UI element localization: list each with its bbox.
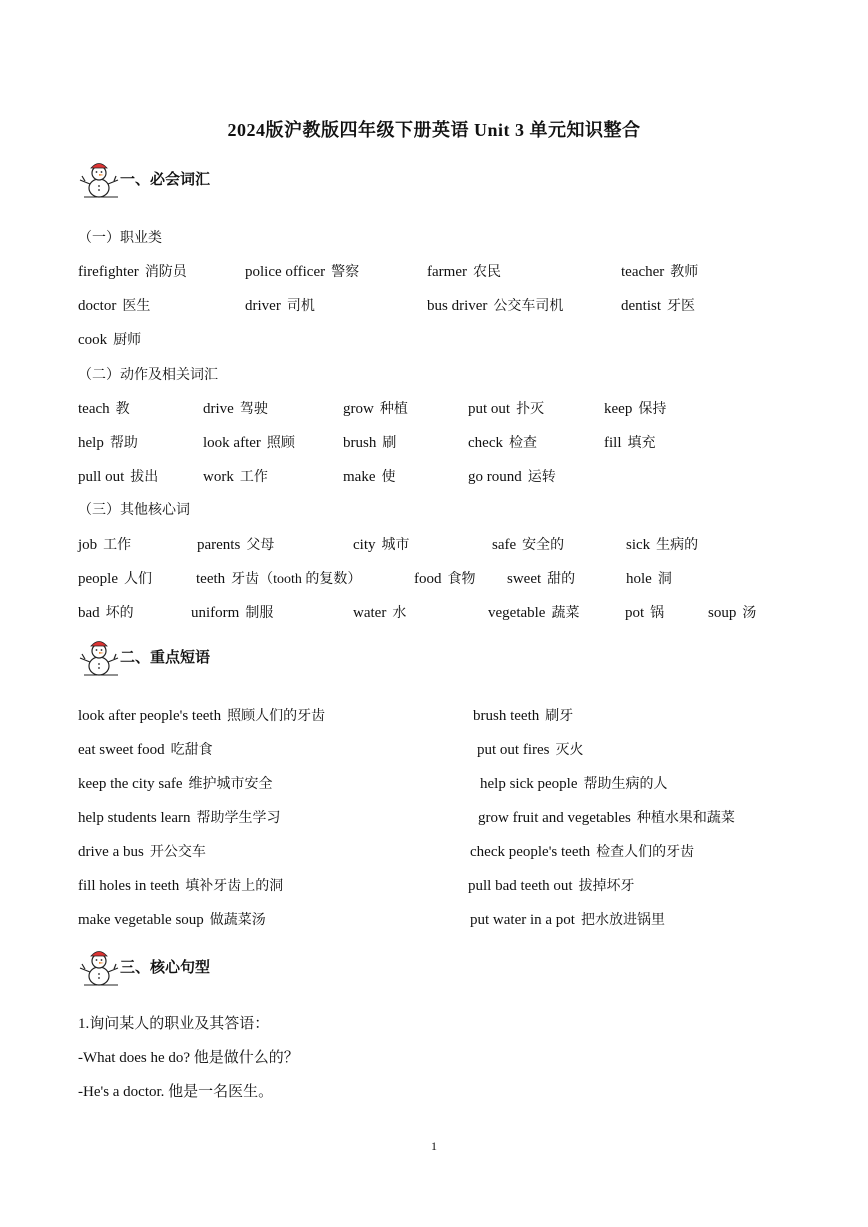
english-term: put water in a pot bbox=[470, 912, 575, 928]
english-term: police officer bbox=[245, 264, 326, 280]
chinese-meaning: 把水放进锅里 bbox=[580, 913, 665, 928]
vocab-row bbox=[0, 329, 868, 351]
vocab-row bbox=[0, 568, 868, 590]
chinese-meaning: 厨师 bbox=[113, 333, 142, 348]
chinese-meaning: 灭火 bbox=[555, 743, 584, 758]
document-title: 2024版沪教版四年级下册英语 Unit 3 单元知识整合 bbox=[227, 120, 641, 140]
chinese-meaning: 照顾 bbox=[266, 436, 295, 451]
phrase-item bbox=[78, 739, 213, 759]
english-term: vegetable bbox=[488, 605, 546, 621]
chinese-meaning: 工作 bbox=[239, 470, 268, 485]
chinese-meaning: 检查 bbox=[508, 436, 537, 451]
vocab-item bbox=[196, 568, 361, 588]
chinese-meaning: 种植水果和蔬菜 bbox=[636, 811, 735, 826]
english-term: pull bad teeth out bbox=[468, 878, 573, 894]
vocab-item bbox=[414, 568, 476, 588]
chinese-meaning: 扑灭 bbox=[516, 402, 545, 417]
chinese-meaning: 教 bbox=[115, 402, 130, 417]
english-term: look after bbox=[203, 435, 261, 451]
chinese-meaning: 安全的 bbox=[522, 538, 565, 553]
phrase-row bbox=[0, 909, 868, 931]
chinese-meaning: 汤 bbox=[742, 606, 757, 621]
chinese-meaning: 照顾人们的牙齿 bbox=[227, 709, 326, 724]
vocab-item bbox=[621, 261, 698, 281]
vocab-item bbox=[343, 398, 408, 418]
chinese-meaning: 锅 bbox=[650, 606, 665, 621]
vocab-item bbox=[78, 534, 131, 554]
english-term: check people's teeth bbox=[470, 844, 591, 860]
vocab-item bbox=[78, 398, 130, 418]
vocab-item bbox=[78, 432, 138, 452]
english-term: bus driver bbox=[427, 298, 488, 314]
vocab-item bbox=[78, 295, 150, 315]
chinese-meaning: 驾驶 bbox=[239, 402, 268, 417]
english-term: brush teeth bbox=[473, 708, 540, 724]
section-title: 一、必会词汇 bbox=[120, 172, 211, 188]
vocab-item bbox=[621, 295, 695, 315]
vocab-item bbox=[468, 432, 537, 452]
chinese-meaning: 填补牙齿上的洞 bbox=[185, 879, 284, 894]
vocab-item bbox=[468, 466, 556, 486]
english-term: grow fruit and vegetables bbox=[478, 810, 631, 826]
vocab-item bbox=[492, 534, 564, 554]
subsection-title-others: （三）其他核心词 bbox=[78, 503, 190, 518]
vocab-item bbox=[197, 534, 274, 554]
chinese-meaning: 生病的 bbox=[656, 538, 699, 553]
vocab-item bbox=[488, 602, 579, 622]
vocab-item bbox=[427, 295, 563, 315]
english-term: drive bbox=[203, 401, 234, 417]
english-term: teacher bbox=[621, 264, 665, 280]
phrase-item bbox=[78, 773, 273, 793]
english-term: city bbox=[353, 537, 376, 553]
english-term: job bbox=[78, 537, 98, 553]
chinese-meaning: 吃甜食 bbox=[170, 743, 213, 758]
phrase-item bbox=[477, 739, 584, 759]
phrase-item bbox=[478, 807, 735, 827]
english-term: water bbox=[353, 605, 387, 621]
english-term: go round bbox=[468, 469, 522, 485]
phrase-item bbox=[78, 705, 325, 725]
english-term: people bbox=[78, 571, 118, 587]
chinese-meaning: 消防员 bbox=[144, 265, 187, 280]
english-term: pull out bbox=[78, 469, 125, 485]
vocab-item bbox=[468, 398, 544, 418]
vocab-item bbox=[343, 466, 395, 486]
chinese-meaning: 帮助 bbox=[109, 436, 138, 451]
vocab-item bbox=[78, 261, 187, 281]
english-term: keep bbox=[604, 401, 633, 417]
chinese-meaning: 父母 bbox=[246, 538, 275, 553]
vocab-item bbox=[78, 602, 134, 622]
english-term: put out bbox=[468, 401, 511, 417]
phrase-row bbox=[0, 841, 868, 863]
phrase-item bbox=[78, 807, 280, 827]
vocab-item bbox=[626, 534, 698, 554]
vocab-row bbox=[0, 295, 868, 317]
chinese-meaning: 拔掉坏牙 bbox=[578, 879, 635, 894]
english-term: fill holes in teeth bbox=[78, 878, 180, 894]
chinese-meaning: 甜的 bbox=[547, 572, 576, 587]
sentence-heading: 1.询问某人的职业及其答语： bbox=[78, 1016, 270, 1032]
phrase-row bbox=[0, 875, 868, 897]
subsection-title-jobs: （一）职业类 bbox=[78, 231, 162, 246]
vocab-item bbox=[78, 568, 152, 588]
vocab-row bbox=[0, 261, 868, 283]
english-term: sick bbox=[626, 537, 651, 553]
chinese-meaning: 开公交车 bbox=[149, 845, 206, 860]
section-heading-phrases bbox=[78, 638, 478, 678]
english-term: dentist bbox=[621, 298, 661, 314]
english-term: pot bbox=[625, 605, 645, 621]
english-term: hole bbox=[626, 571, 652, 587]
chinese-meaning: 警察 bbox=[331, 265, 360, 280]
vocab-row bbox=[0, 432, 868, 454]
english-term: check bbox=[468, 435, 503, 451]
section-title: 三、核心句型 bbox=[120, 960, 211, 976]
chinese-meaning: 洞 bbox=[657, 572, 672, 587]
english-term: work bbox=[203, 469, 234, 485]
english-term: brush bbox=[343, 435, 377, 451]
phrase-item bbox=[470, 841, 694, 861]
vocab-item bbox=[507, 568, 575, 588]
vocab-row bbox=[0, 398, 868, 420]
chinese-meaning: 维护城市安全 bbox=[188, 777, 273, 792]
chinese-meaning: 使 bbox=[381, 470, 396, 485]
english-term: farmer bbox=[427, 264, 467, 280]
vocab-item bbox=[626, 568, 672, 588]
chinese-meaning: 农民 bbox=[472, 265, 501, 280]
english-term: cook bbox=[78, 332, 108, 348]
vocab-item bbox=[604, 432, 656, 452]
phrase-item bbox=[78, 841, 206, 861]
chinese-meaning: 刷 bbox=[382, 436, 397, 451]
section-heading-sentences bbox=[78, 948, 478, 988]
english-term: bad bbox=[78, 605, 100, 621]
section-title: 二、重点短语 bbox=[120, 650, 211, 666]
english-term: grow bbox=[343, 401, 374, 417]
chinese-meaning: 蔬菜 bbox=[551, 606, 580, 621]
vocab-item bbox=[203, 432, 295, 452]
chinese-meaning: 填充 bbox=[627, 436, 656, 451]
english-term: help sick people bbox=[480, 776, 578, 792]
chinese-meaning: 刷牙 bbox=[545, 709, 574, 724]
english-term: eat sweet food bbox=[78, 742, 165, 758]
english-term: drive a bus bbox=[78, 844, 144, 860]
phrase-item bbox=[480, 773, 667, 793]
chinese-meaning: 教师 bbox=[670, 265, 699, 280]
chinese-meaning: 医生 bbox=[122, 299, 151, 314]
chinese-meaning: 保持 bbox=[638, 402, 667, 417]
english-term: teeth bbox=[196, 571, 226, 587]
chinese-meaning: 牙齿（tooth 的复数） bbox=[231, 572, 362, 587]
chinese-meaning: 拔出 bbox=[130, 470, 159, 485]
english-term: put out fires bbox=[477, 742, 550, 758]
chinese-meaning: 帮助学生学习 bbox=[196, 811, 281, 826]
vocab-row bbox=[0, 602, 868, 624]
chinese-meaning: 制服 bbox=[245, 606, 274, 621]
vocab-item bbox=[604, 398, 666, 418]
page-number: 1 bbox=[431, 1139, 437, 1153]
vocab-item bbox=[78, 329, 141, 349]
chinese-meaning: 帮助生病的人 bbox=[583, 777, 668, 792]
phrase-item bbox=[78, 875, 283, 895]
vocab-item bbox=[78, 466, 158, 486]
phrase-item bbox=[470, 909, 665, 929]
phrase-item bbox=[78, 909, 266, 929]
english-term: keep the city safe bbox=[78, 776, 183, 792]
english-term: parents bbox=[197, 537, 241, 553]
english-term: look after people's teeth bbox=[78, 708, 222, 724]
chinese-meaning: 工作 bbox=[103, 538, 132, 553]
vocab-item bbox=[191, 602, 273, 622]
vocab-item bbox=[353, 534, 410, 554]
english-term: doctor bbox=[78, 298, 117, 314]
phrase-item bbox=[468, 875, 635, 895]
subsection-title-actions: （二）动作及相关词汇 bbox=[78, 368, 218, 383]
sentence-question: -What does he do? 他是做什么的？ bbox=[78, 1050, 299, 1066]
vocab-item bbox=[245, 261, 359, 281]
chinese-meaning: 检查人们的牙齿 bbox=[596, 845, 695, 860]
english-term: food bbox=[414, 571, 442, 587]
snowman-icon bbox=[78, 160, 122, 200]
chinese-meaning: 食物 bbox=[447, 572, 476, 587]
english-term: make vegetable soup bbox=[78, 912, 204, 928]
vocab-item bbox=[708, 602, 756, 622]
english-term: help students learn bbox=[78, 810, 191, 826]
chinese-meaning: 城市 bbox=[381, 538, 410, 553]
vocab-item bbox=[427, 261, 501, 281]
chinese-meaning: 人们 bbox=[123, 572, 152, 587]
chinese-meaning: 公交车司机 bbox=[493, 299, 564, 314]
chinese-meaning: 做蔬菜汤 bbox=[209, 913, 266, 928]
english-term: safe bbox=[492, 537, 517, 553]
vocab-item bbox=[625, 602, 664, 622]
chinese-meaning: 司机 bbox=[286, 299, 315, 314]
chinese-meaning: 牙医 bbox=[667, 299, 695, 314]
english-term: sweet bbox=[507, 571, 542, 587]
phrase-item bbox=[473, 705, 573, 725]
vocab-item bbox=[245, 295, 315, 315]
sentence-answer: -He's a doctor. 他是一名医生。 bbox=[78, 1084, 274, 1100]
phrase-row bbox=[0, 705, 868, 727]
english-term: make bbox=[343, 469, 376, 485]
snowman-icon bbox=[78, 948, 122, 988]
phrase-row bbox=[0, 773, 868, 795]
section-heading-vocab bbox=[78, 160, 478, 200]
vocab-row bbox=[0, 466, 868, 488]
vocab-item bbox=[353, 602, 406, 622]
english-term: soup bbox=[708, 605, 737, 621]
chinese-meaning: 水 bbox=[392, 606, 407, 621]
vocab-row bbox=[0, 534, 868, 556]
vocab-item bbox=[343, 432, 396, 452]
chinese-meaning: 坏的 bbox=[105, 606, 134, 621]
english-term: firefighter bbox=[78, 264, 139, 280]
chinese-meaning: 运转 bbox=[527, 470, 556, 485]
chinese-meaning: 种植 bbox=[379, 402, 408, 417]
english-term: help bbox=[78, 435, 104, 451]
english-term: teach bbox=[78, 401, 110, 417]
english-term: uniform bbox=[191, 605, 240, 621]
phrase-row bbox=[0, 739, 868, 761]
phrase-row bbox=[0, 807, 868, 829]
vocab-item bbox=[203, 398, 268, 418]
english-term: fill bbox=[604, 435, 622, 451]
snowman-icon bbox=[78, 638, 122, 678]
vocab-item bbox=[203, 466, 268, 486]
english-term: driver bbox=[245, 298, 281, 314]
